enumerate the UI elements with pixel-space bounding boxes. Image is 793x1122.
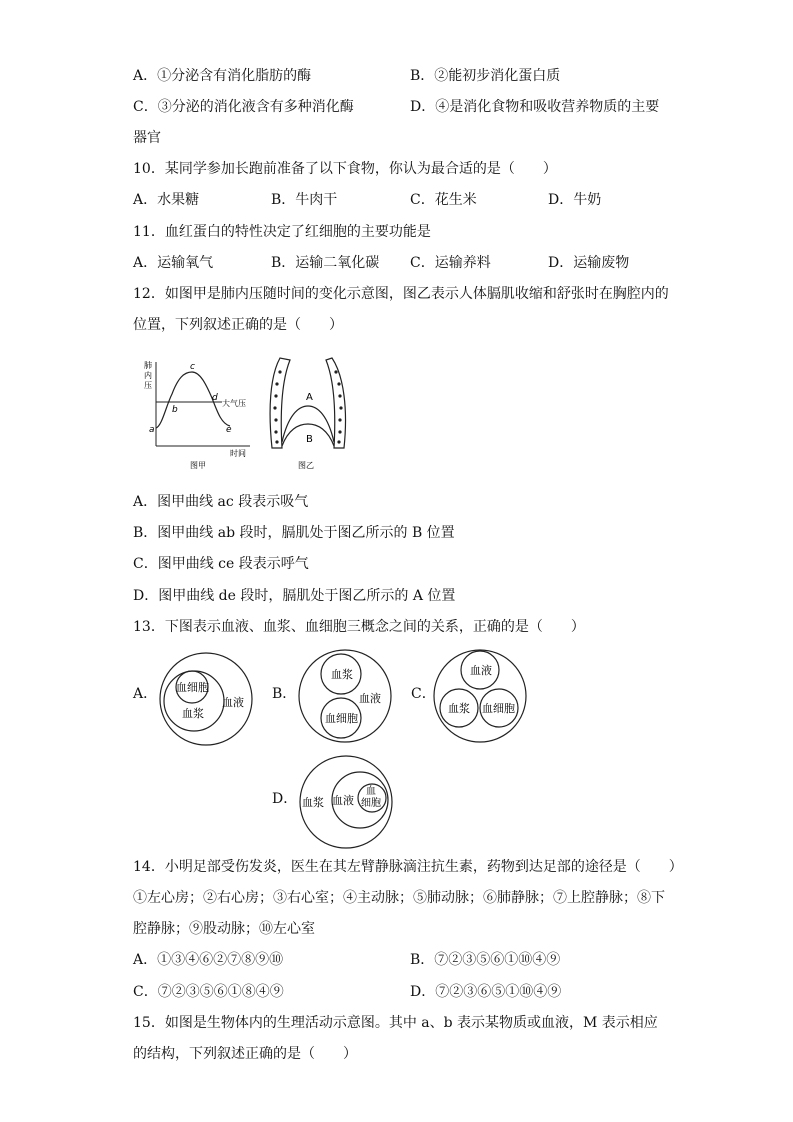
q11-option-c: C．运输养料 xyxy=(410,255,491,271)
q14-list-line2: 腔静脉；⑨股动脉；⑩左心室 xyxy=(133,921,315,937)
xlabel: 时间 xyxy=(230,449,246,458)
point-b-label: b xyxy=(172,405,178,415)
q13-label-d: D． xyxy=(272,791,298,807)
q11-option-d: D．运输废物 xyxy=(548,255,630,271)
q11-option-a: A．运输氧气 xyxy=(133,255,214,271)
position-a-label: A xyxy=(306,392,313,403)
pressure-curve xyxy=(156,372,230,428)
q13-figure-a xyxy=(158,651,254,747)
figure-yi-caption: 图乙 xyxy=(298,461,314,470)
q12-option-a: A．图甲曲线 ac 段表示吸气 xyxy=(133,494,309,510)
q14-option-b: B．⑦②③⑤⑥①⑩④⑨ xyxy=(410,952,561,968)
q14-stem: 14．小明足部受伤发炎，医生在其左臂静脉滴注抗生素，药物到达足部的途径是（ ） xyxy=(133,859,683,875)
q14-option-c: C．⑦②③⑤⑥①⑧④⑨ xyxy=(133,984,284,1000)
q13-figure-d xyxy=(298,754,394,850)
q14-option-d: D．⑦②③⑥⑤①⑩④⑨ xyxy=(410,984,562,1000)
q14-option-a: A．①③④⑥②⑦⑧⑨⑩ xyxy=(133,952,284,968)
label-plasma: 血浆 xyxy=(448,702,470,715)
ylabel-3: 压 xyxy=(144,381,152,390)
q13-label-a: A． xyxy=(133,686,158,702)
q12-option-b: B．图甲曲线 ab 段时，膈肌处于图乙所示的 B 位置 xyxy=(133,525,455,541)
atm-label: 大气压 xyxy=(222,399,246,408)
q15-stem-line2: 的结构，下列叙述正确的是（ ） xyxy=(133,1046,357,1062)
q11-stem: 11．血红蛋白的特性决定了红细胞的主要功能是 xyxy=(133,224,431,240)
label-plasma: 血浆 xyxy=(302,796,324,809)
q9-option-d: D．④是消化食物和吸收营养物质的主要 xyxy=(410,99,660,115)
q10-option-b: B．牛肉干 xyxy=(271,192,338,208)
q9-option-c: C．③分泌的消化液含有多种消化酶 xyxy=(133,99,354,115)
q15-stem-line1: 15．如图是生物体内的生理活动示意图。其中 a、b 表示某物质或血液，M 表示相应 xyxy=(133,1015,658,1031)
q13-figure-b xyxy=(297,648,393,744)
q12-stem-line1: 12．如图甲是肺内压随时间的变化示意图，图乙表示人体膈肌收缩和舒张时在胸腔内的 xyxy=(133,286,669,302)
q12-option-c: C．图甲曲线 ce 段表示呼气 xyxy=(133,556,309,572)
q9-option-b: B．②能初步消化蛋白质 xyxy=(410,68,561,84)
q10-option-c: C．花生米 xyxy=(410,192,477,208)
q13-label-c: C． xyxy=(411,686,436,702)
label-blood: 血液 xyxy=(359,692,381,705)
point-c-label: c xyxy=(190,362,195,372)
q12-stem-line2: 位置，下列叙述正确的是（ ） xyxy=(133,317,343,333)
label-blood: 血液 xyxy=(222,696,244,709)
q12-option-d: D．图甲曲线 de 段时，膈肌处于图乙所示的 A 位置 xyxy=(133,588,456,604)
label-blood-cells: 血细胞 xyxy=(176,681,209,694)
label-plasma: 血浆 xyxy=(182,707,204,720)
point-d-label: d xyxy=(212,393,218,403)
figure-jia-caption: 图甲 xyxy=(190,461,206,470)
q13-stem: 13．下图表示血液、血浆、血细胞三概念之间的关系，正确的是（ ） xyxy=(133,619,585,635)
q13-figure-c xyxy=(432,648,528,744)
figure-jia-pressure-chart xyxy=(138,356,258,472)
point-a-label: a xyxy=(149,425,155,435)
label-blood: 血液 xyxy=(332,794,354,807)
middle-circle-plasma xyxy=(164,671,224,731)
label-blood: 血液 xyxy=(470,664,492,677)
point-e-label: e xyxy=(226,425,232,435)
q10-option-a: A．水果糖 xyxy=(133,192,200,208)
q14-list-line1: ①左心房；②右心房；③右心室；④主动脉；⑤肺动脉；⑥肺静脉；⑦上腔静脉；⑧下 xyxy=(133,890,665,906)
label-blood-cells: 血细胞 xyxy=(325,712,358,725)
ylabel-1: 肺 xyxy=(144,361,152,370)
position-b-label: B xyxy=(306,434,313,445)
q10-option-d: D．牛奶 xyxy=(548,192,602,208)
label-blood-cells-1: 血 xyxy=(366,786,376,797)
q13-label-b: B． xyxy=(272,686,297,702)
q10-stem: 10．某同学参加长跑前准备了以下食物，你认为最合适的是（ ） xyxy=(133,161,557,177)
ylabel-2: 内 xyxy=(144,371,152,380)
label-blood-cells-2: 细胞 xyxy=(361,798,381,809)
q9-option-a: A．①分泌含有消化脂肪的酶 xyxy=(133,68,312,84)
q9-option-d-continued: 器官 xyxy=(133,130,161,146)
q11-option-b: B．运输二氧化碳 xyxy=(271,255,380,271)
label-blood-cells: 血细胞 xyxy=(482,702,515,715)
label-plasma: 血浆 xyxy=(331,668,353,681)
figure-yi-thorax-diagram xyxy=(266,350,356,474)
